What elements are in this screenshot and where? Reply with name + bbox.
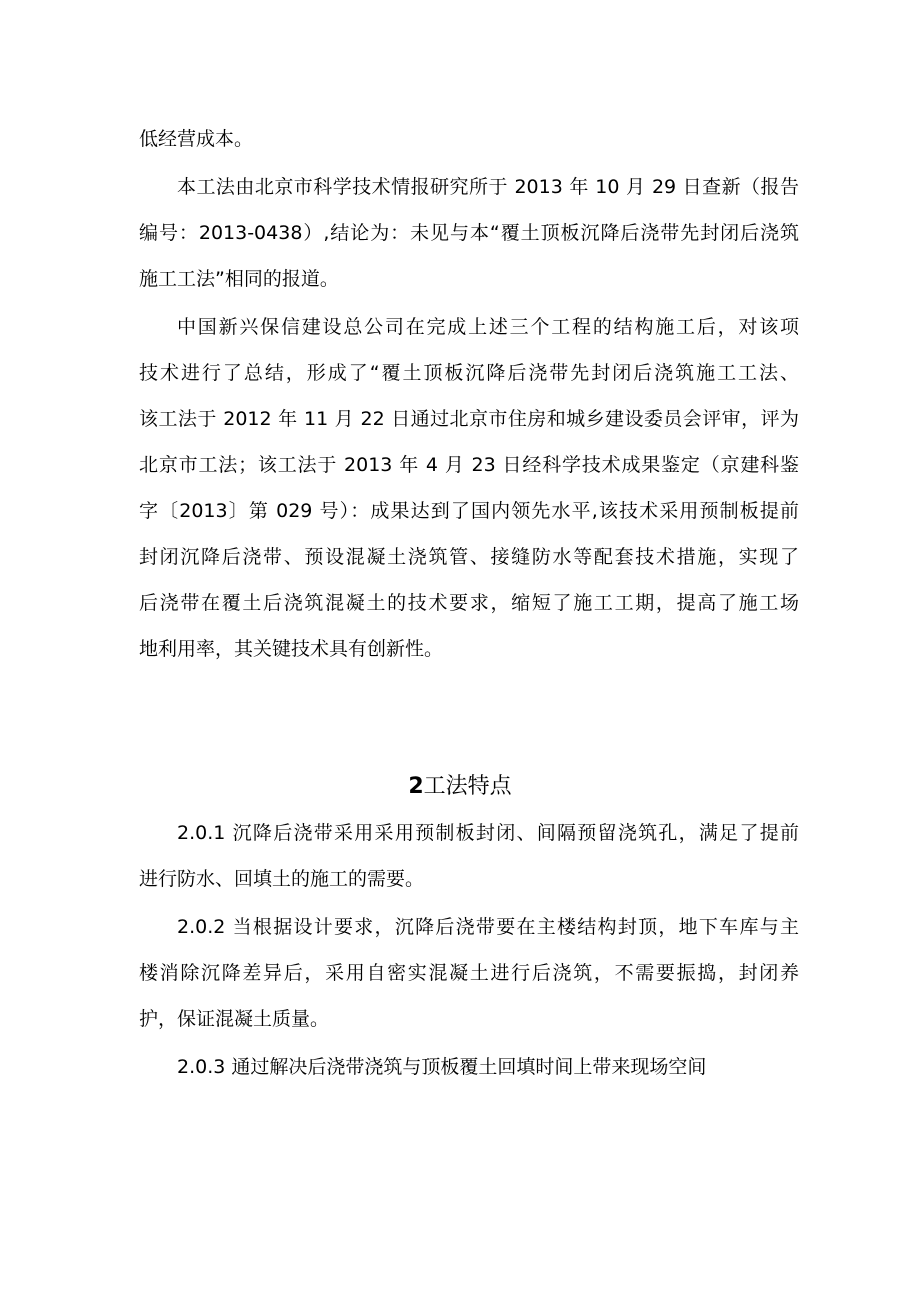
text-line: 该工法于 2012 年 11 月 22 日通过北京市住房和城乡建设委员会评审，评为 [139, 408, 799, 430]
text-line: 北京市工法；该工法于 2013 年 4 月 23 日经科学技术成果鉴定（京建科鉴 [139, 454, 799, 476]
section-heading-number: 2 [408, 774, 424, 799]
section-heading [0, 773, 920, 801]
text-line: 2.0.1 沉降后浇带采用采用预制板封闭、间隔预留浇筑孔，满足了提前 [177, 822, 799, 844]
section-heading-title: 工法特点 [423, 774, 512, 799]
text-line: 2.0.2 当根据设计要求，沉降后浇带要在主楼结构封顶，地下车库与主 [177, 916, 799, 938]
text-line: 中国新兴保信建设总公司在完成上述三个工程的结构施工后，对该项 [177, 316, 799, 338]
text-line: 施工工法”相同的报道。 [139, 268, 339, 290]
text-line: 护，保证混凝土质量。 [139, 1008, 330, 1030]
text-line: 封闭沉降后浇带、预设混凝土浇筑管、接缝防水等配套技术措施，实现了 [139, 546, 799, 568]
text-line: 低经营成本。 [139, 128, 254, 150]
text-line: 地利用率，其关键技术具有创新性。 [139, 638, 444, 660]
text-line: 进行防水、回填土的施工的需要。 [139, 868, 425, 890]
text-line: 楼消除沉降差异后，采用自密实混凝土进行后浇筑，不需要振捣，封闭养 [139, 962, 799, 984]
text-line: 2.0.3 通过解决后浇带浇筑与顶板覆土回填时间上带来现场空间 [177, 1056, 707, 1078]
text-line: 技术进行了总结，形成了“覆土顶板沉降后浇带先封闭后浇筑施工工法、 [139, 362, 799, 384]
text-line: 编号：2013-0438）,结论为：未见与本“覆土顶板沉降后浇带先封闭后浇筑 [139, 222, 799, 244]
text-line: 字〔2013〕第 029 号）：成果达到了国内领先水平,该技术采用预制板提前 [139, 500, 799, 522]
text-line: 后浇带在覆土后浇筑混凝土的技术要求，缩短了施工工期，提高了施工场 [139, 592, 799, 614]
text-line: 本工法由北京市科学技术情报研究所于 2013 年 10 月 29 日查新（报告 [177, 176, 799, 198]
